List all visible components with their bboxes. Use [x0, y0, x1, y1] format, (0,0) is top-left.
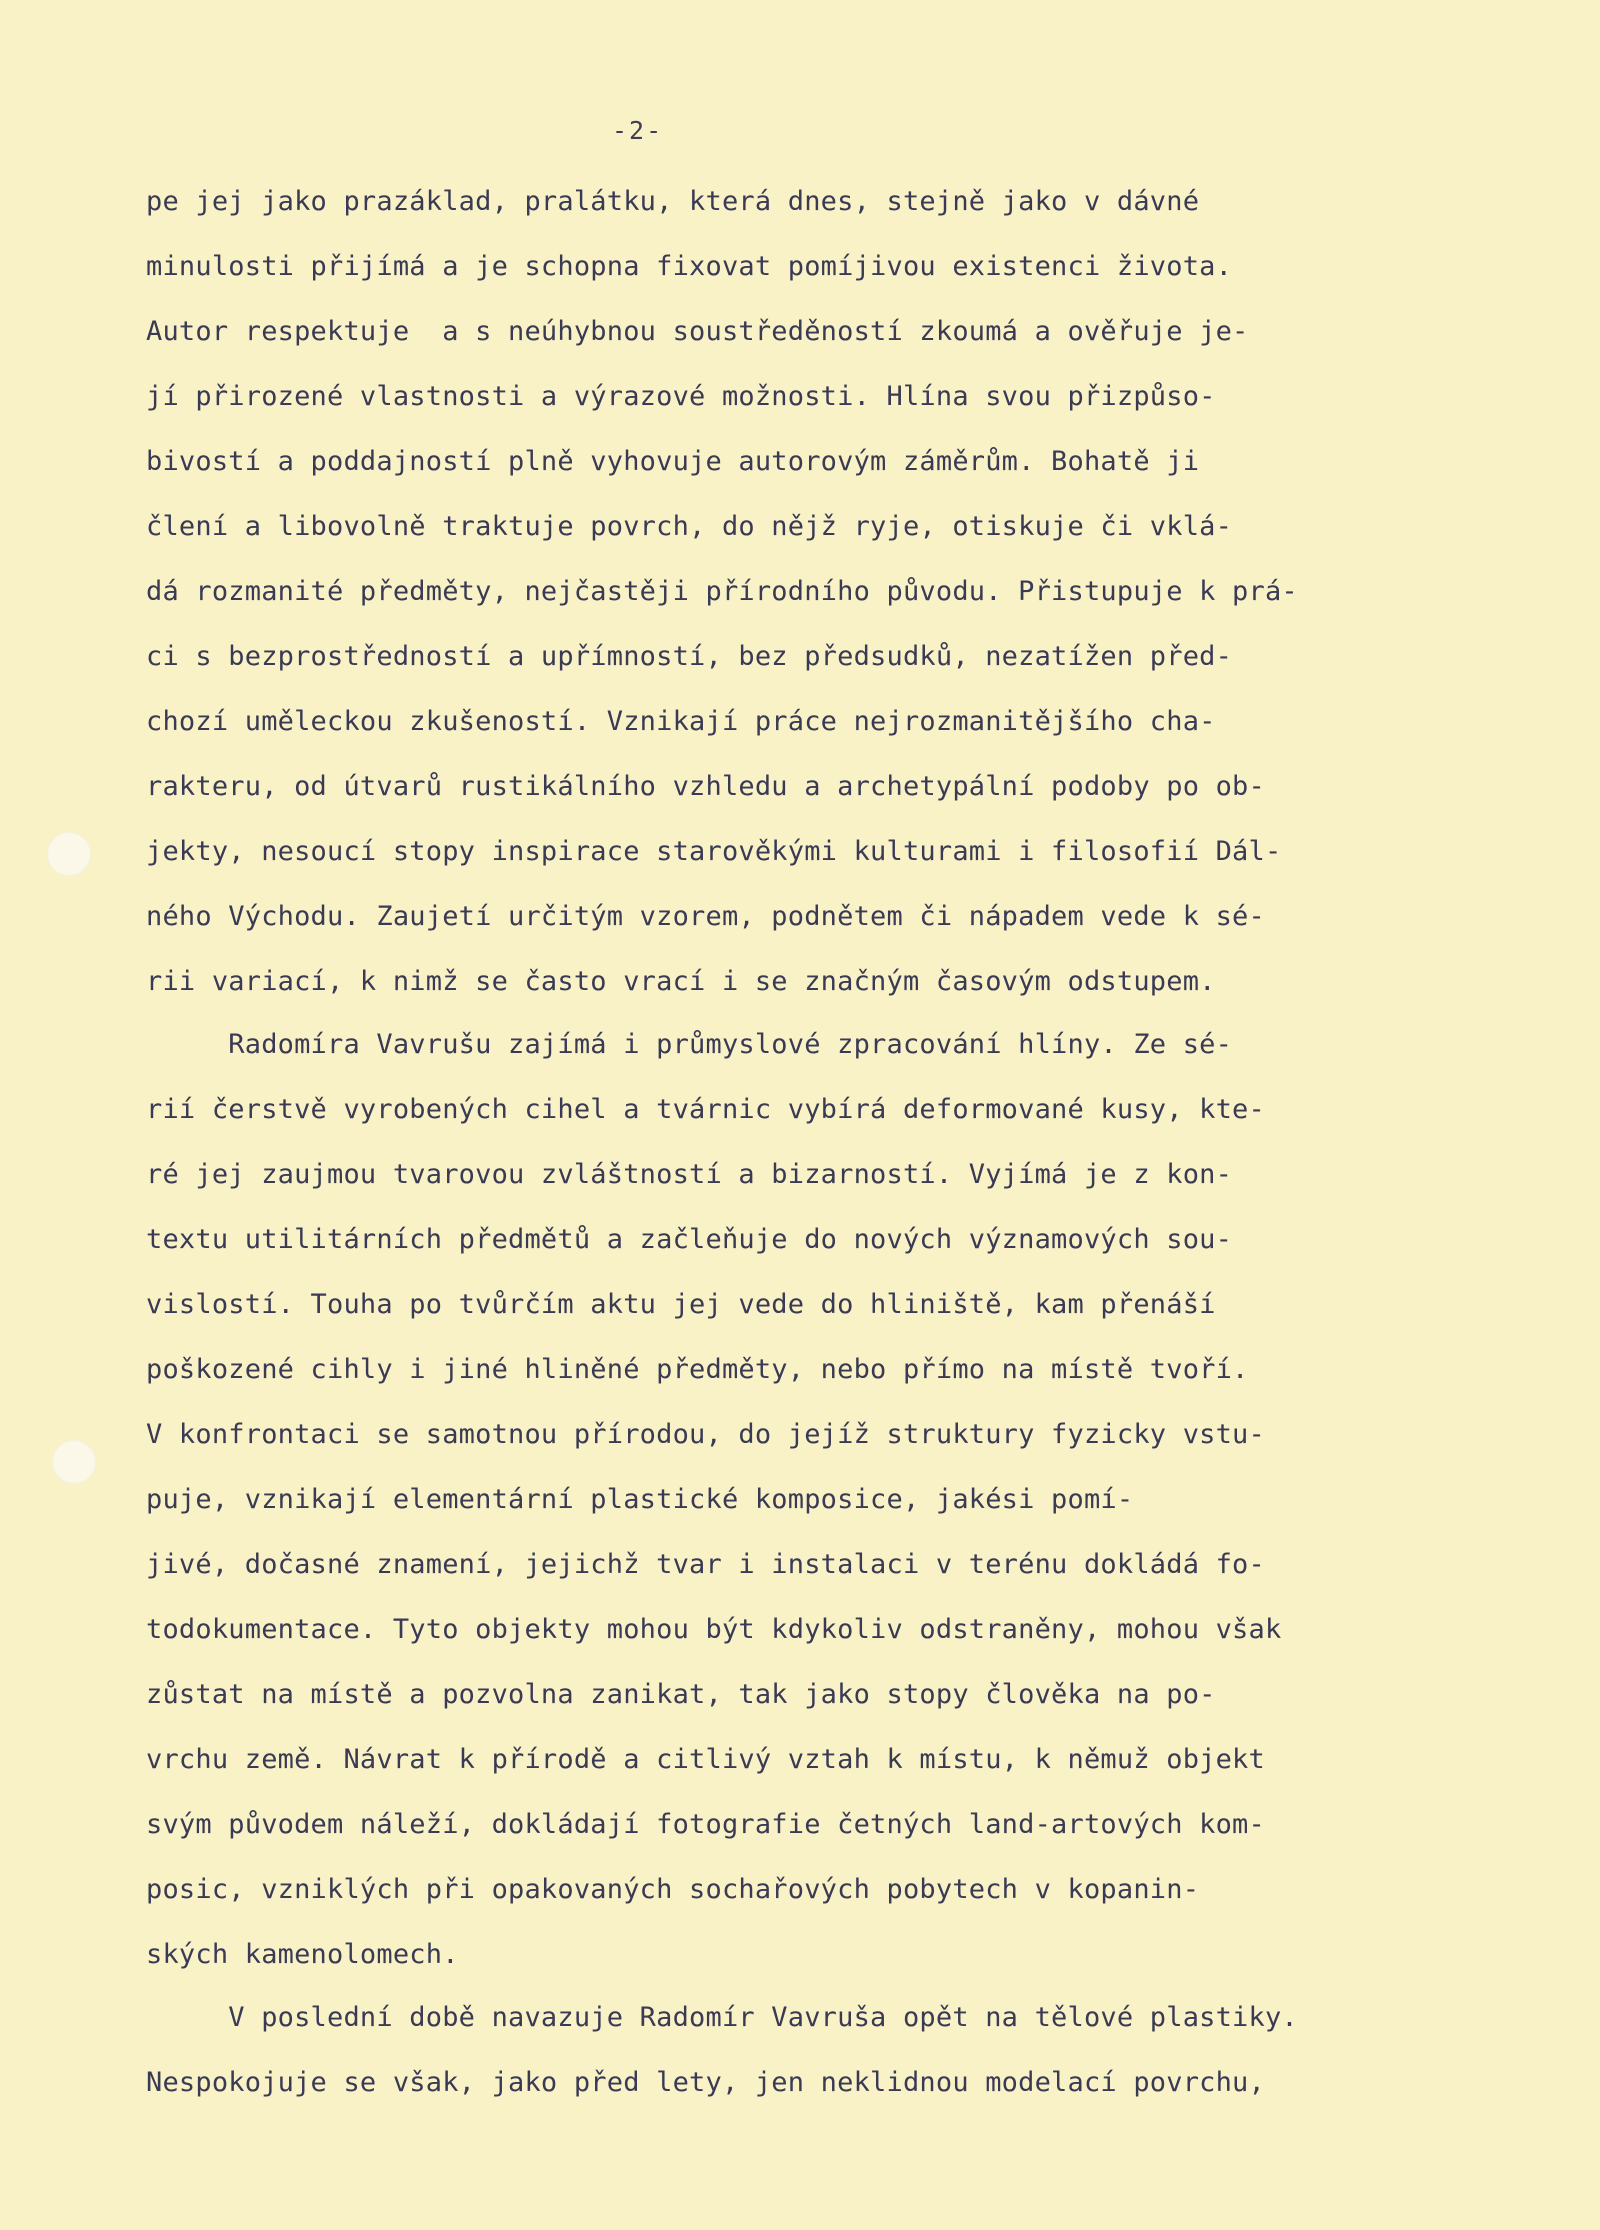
text-line: ských kamenolomech. [146, 1939, 459, 1970]
text-line: jivé, dočasné znamení, jejichž tvar i instalaci v terénu dokládá fo- [146, 1549, 1265, 1580]
text-line: posic, vzniklých při opakovaných sochařových pobytech v kopanin- [146, 1874, 1200, 1905]
text-line: poškozené cihly i jiné hliněné předměty, nebo přímo na místě tvoří. [146, 1354, 1249, 1385]
text-line: ré jej zaujmou tvarovou zvláštností a bizarností. Vyjímá je z kon- [146, 1159, 1233, 1190]
text-line: rii variací, k nimž se často vrací i se značným časovým odstupem. [146, 966, 1216, 997]
text-line: člení a libovolně traktuje povrch, do nějž ryje, otiskuje či vklá- [146, 511, 1233, 542]
text-line: ci s bezprostředností a upřímností, bez předsudků, nezatížen před- [146, 641, 1233, 672]
text-line: jekty, nesoucí stopy inspirace starověkými kulturami i filosofií Dál- [146, 836, 1282, 867]
text-line: svým původem náleží, dokládají fotografie četných land-artových kom- [146, 1809, 1265, 1840]
page-number: -2- [612, 116, 664, 145]
text-line: V poslední době navazuje Radomír Vavruša opět na tělové plastiky. [146, 2002, 1298, 2033]
text-line: vrchu země. Návrat k přírodě a citlivý vztah k místu, k němuž objekt [146, 1744, 1265, 1775]
text-line: puje, vznikají elementární plastické komposice, jakési pomí- [146, 1484, 1134, 1515]
text-line: chozí uměleckou zkušeností. Vznikají práce nejrozmanitějšího cha- [146, 706, 1216, 737]
text-line: rií čerstvě vyrobených cihel a tvárnic vybírá deformované kusy, kte- [146, 1094, 1265, 1125]
text-line: Autor respektuje a s neúhybnou soustředěností zkoumá a ověřuje je- [146, 316, 1249, 347]
text-line: Radomíra Vavrušu zajímá i průmyslové zpracování hlíny. Ze sé- [146, 1029, 1233, 1060]
text-line: pe jej jako prazáklad, pralátku, která dnes, stejně jako v dávné [146, 186, 1200, 217]
text-line: dá rozmanité předměty, nejčastěji přírodního původu. Přistupuje k prá- [146, 576, 1298, 607]
text-line: jí přirozené vlastnosti a výrazové možnosti. Hlína svou přizpůso- [146, 381, 1216, 412]
text-line: minulosti přijímá a je schopna fixovat pomíjivou existenci života. [146, 251, 1233, 282]
text-line: Nespokojuje se však, jako před lety, jen neklidnou modelací povrchu, [146, 2067, 1265, 2098]
text-line: todokumentace. Tyto objekty mohou být kdykoliv odstraněny, mohou však [146, 1614, 1282, 1645]
text-line: vislostí. Touha po tvůrčím aktu jej vede do hliniště, kam přenáší [146, 1289, 1216, 1320]
text-line: rakteru, od útvarů rustikálního vzhledu a archetypální podoby po ob- [146, 771, 1265, 802]
punch-hole-top [47, 832, 91, 876]
text-line: textu utilitárních předmětů a začleňuje do nových významových sou- [146, 1224, 1233, 1255]
text-line: ného Východu. Zaujetí určitým vzorem, podnětem či nápadem vede k sé- [146, 901, 1265, 932]
text-line: zůstat na místě a pozvolna zanikat, tak jako stopy člověka na po- [146, 1679, 1216, 1710]
punch-hole-bottom [52, 1440, 96, 1484]
text-line: bivostí a poddajností plně vyhovuje autorovým záměrům. Bohatě ji [146, 446, 1200, 477]
text-line: V konfrontaci se samotnou přírodou, do jejíž struktury fyzicky vstu- [146, 1419, 1265, 1450]
